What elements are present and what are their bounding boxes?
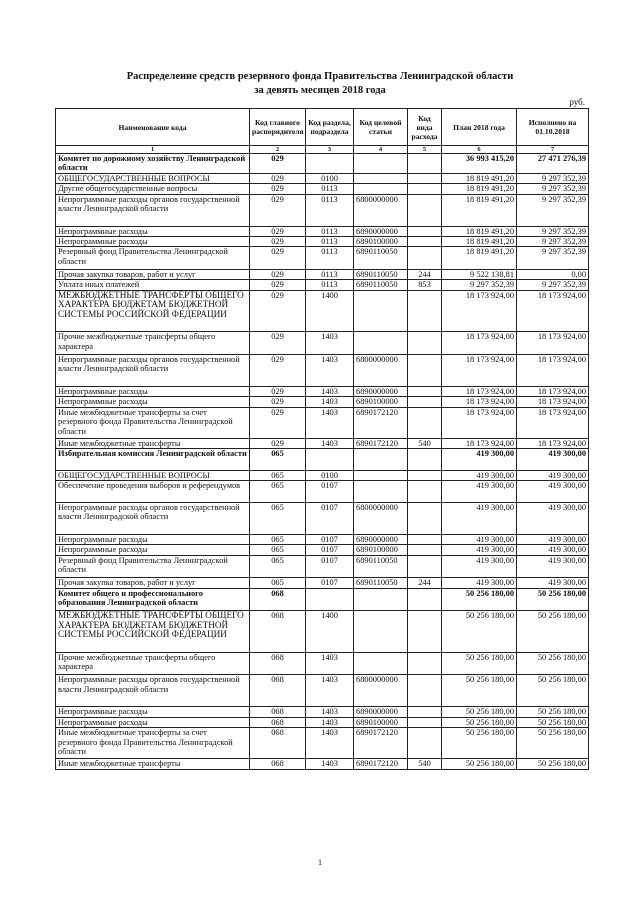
table-body — [56, 154, 589, 770]
table-row — [56, 675, 589, 707]
cell-name: Непрограммные расходы — [56, 545, 250, 555]
cell-plan: 50 256 180,00 — [442, 728, 517, 759]
cell-grbs: 065 — [250, 502, 306, 534]
cell-grbs: 029 — [250, 184, 306, 194]
table-row — [56, 397, 589, 407]
cell-section: 0113 — [306, 270, 354, 280]
cell-plan: 18 819 491,20 — [442, 226, 517, 236]
cell-target: 6890110050 — [354, 578, 408, 588]
table-row — [56, 332, 589, 355]
cell-section: 0113 — [306, 226, 354, 236]
column-number: 7 — [517, 146, 589, 154]
table-row — [56, 578, 589, 588]
cell-plan: 18 819 491,20 — [442, 247, 517, 270]
cell-plan: 18 819 491,20 — [442, 184, 517, 194]
table-row — [56, 470, 589, 480]
table-row — [56, 386, 589, 396]
cell-exec: 50 256 180,00 — [517, 611, 589, 652]
cell-section: 1403 — [306, 652, 354, 675]
cell-plan: 18 819 491,20 — [442, 237, 517, 247]
cell-exec: 419 300,00 — [517, 578, 589, 588]
cell-plan: 419 300,00 — [442, 449, 517, 471]
cell-section: 0107 — [306, 578, 354, 588]
table-row — [56, 290, 589, 331]
cell-exec: 9 297 352,39 — [517, 237, 589, 247]
cell-target: 6890100000 — [354, 717, 408, 727]
cell-target: 6890172120 — [354, 407, 408, 438]
cell-type — [408, 611, 442, 652]
cell-name: Непрограммные расходы — [56, 386, 250, 396]
cell-type — [408, 588, 442, 611]
cell-type: 540 — [408, 759, 442, 769]
cell-exec: 419 300,00 — [517, 502, 589, 534]
cell-plan: 18 819 491,20 — [442, 173, 517, 183]
header-grbs: Код главного распорядителя — [250, 109, 306, 146]
cell-type — [408, 652, 442, 675]
cell-section: 0113 — [306, 184, 354, 194]
cell-type — [408, 386, 442, 396]
cell-section: 0107 — [306, 481, 354, 503]
cell-grbs: 068 — [250, 611, 306, 652]
cell-exec: 18 173 924,00 — [517, 290, 589, 331]
cell-plan: 50 256 180,00 — [442, 707, 517, 717]
cell-name: Комитет по дорожному хозяйству Ленинградской области — [56, 154, 250, 174]
cell-section: 0107 — [306, 502, 354, 534]
cell-section: 0100 — [306, 470, 354, 480]
table-row — [56, 194, 589, 226]
cell-name: Непрограммные расходы органов государственной власти Ленинградской области — [56, 354, 250, 386]
cell-target: 6890000000 — [354, 386, 408, 396]
cell-target: 6890100000 — [354, 545, 408, 555]
cell-grbs: 029 — [250, 397, 306, 407]
cell-type — [408, 154, 442, 174]
cell-name: Непрограммные расходы — [56, 717, 250, 727]
cell-plan: 50 256 180,00 — [442, 652, 517, 675]
cell-name: Непрограммные расходы — [56, 707, 250, 717]
column-number: 6 — [442, 146, 517, 154]
cell-target: 6890110050 — [354, 280, 408, 290]
cell-target: 6890172120 — [354, 438, 408, 448]
cell-grbs: 068 — [250, 588, 306, 611]
cell-exec: 27 471 276,39 — [517, 154, 589, 174]
cell-grbs: 065 — [250, 578, 306, 588]
cell-exec: 0,00 — [517, 270, 589, 280]
cell-grbs: 029 — [250, 280, 306, 290]
cell-type — [408, 226, 442, 236]
column-number: 4 — [354, 146, 408, 154]
cell-name: Непрограммные расходы — [56, 534, 250, 544]
cell-exec: 9 297 352,39 — [517, 226, 589, 236]
currency-unit: руб. — [569, 97, 585, 107]
cell-plan: 419 300,00 — [442, 578, 517, 588]
table-row — [56, 237, 589, 247]
cell-exec: 50 256 180,00 — [517, 588, 589, 611]
table-row — [56, 226, 589, 236]
table-row — [56, 611, 589, 652]
table-row — [56, 652, 589, 675]
cell-grbs: 029 — [250, 407, 306, 438]
table-row — [56, 545, 589, 555]
cell-exec: 9 297 352,39 — [517, 173, 589, 183]
cell-section: 1400 — [306, 290, 354, 331]
table-row — [56, 717, 589, 727]
cell-plan: 18 173 924,00 — [442, 397, 517, 407]
cell-exec: 419 300,00 — [517, 555, 589, 578]
cell-name: Уплата иных платежей — [56, 280, 250, 290]
cell-section: 1403 — [306, 717, 354, 727]
cell-plan: 419 300,00 — [442, 555, 517, 578]
cell-plan: 18 819 491,20 — [442, 194, 517, 226]
header-section: Код раздела, подраздела — [306, 109, 354, 146]
cell-target: 6890000000 — [354, 226, 408, 236]
cell-type — [408, 194, 442, 226]
cell-grbs: 065 — [250, 481, 306, 503]
table-row — [56, 502, 589, 534]
cell-exec: 18 173 924,00 — [517, 332, 589, 355]
cell-type: 244 — [408, 270, 442, 280]
table-row — [56, 534, 589, 544]
cell-exec: 419 300,00 — [517, 545, 589, 555]
cell-plan: 419 300,00 — [442, 470, 517, 480]
cell-grbs: 068 — [250, 652, 306, 675]
cell-plan: 18 173 924,00 — [442, 386, 517, 396]
cell-section: 1403 — [306, 728, 354, 759]
cell-type — [408, 184, 442, 194]
title-line-2: за девять месяцев 2018 года — [254, 85, 386, 96]
header-name: Наименование кода — [56, 109, 250, 146]
cell-target — [354, 449, 408, 471]
column-number: 3 — [306, 146, 354, 154]
cell-exec: 9 297 352,39 — [517, 280, 589, 290]
cell-section: 0107 — [306, 534, 354, 544]
table-row — [56, 449, 589, 471]
table-row — [56, 173, 589, 183]
cell-name: Прочие межбюджетные трансферты общего характера — [56, 652, 250, 675]
cell-section: 0107 — [306, 555, 354, 578]
cell-section: 1403 — [306, 407, 354, 438]
cell-exec: 50 256 180,00 — [517, 717, 589, 727]
table-row — [56, 555, 589, 578]
cell-target — [354, 588, 408, 611]
cell-type — [408, 707, 442, 717]
cell-type — [408, 555, 442, 578]
cell-target — [354, 611, 408, 652]
cell-grbs: 029 — [250, 154, 306, 174]
cell-type: 853 — [408, 280, 442, 290]
cell-plan: 50 256 180,00 — [442, 759, 517, 769]
cell-grbs: 029 — [250, 386, 306, 396]
cell-type — [408, 449, 442, 471]
cell-section — [306, 449, 354, 471]
cell-type — [408, 332, 442, 355]
reserve-fund-table — [55, 108, 589, 770]
cell-section: 1403 — [306, 354, 354, 386]
cell-grbs: 068 — [250, 717, 306, 727]
cell-name: ОБЩЕГОСУДАРСТВЕННЫЕ ВОПРОСЫ — [56, 470, 250, 480]
cell-name: Непрограммные расходы органов государственной власти Ленинградской области — [56, 194, 250, 226]
cell-grbs: 065 — [250, 555, 306, 578]
table-row — [56, 728, 589, 759]
cell-exec: 419 300,00 — [517, 481, 589, 503]
cell-target: 6890110050 — [354, 555, 408, 578]
cell-name: Прочие межбюджетные трансферты общего характера — [56, 332, 250, 355]
table-row — [56, 481, 589, 503]
cell-target: 6800000000 — [354, 502, 408, 534]
cell-target — [354, 652, 408, 675]
cell-plan: 419 300,00 — [442, 534, 517, 544]
cell-target: 6800000000 — [354, 675, 408, 707]
cell-exec: 9 297 352,39 — [517, 194, 589, 226]
cell-exec: 419 300,00 — [517, 449, 589, 471]
cell-target — [354, 154, 408, 174]
table-row — [56, 407, 589, 438]
cell-target — [354, 470, 408, 480]
cell-name: Непрограммные расходы органов государственной власти Ленинградской области — [56, 675, 250, 707]
cell-section: 0100 — [306, 173, 354, 183]
table-row — [56, 354, 589, 386]
table-row — [56, 759, 589, 769]
cell-type — [408, 470, 442, 480]
cell-section: 1403 — [306, 438, 354, 448]
cell-name: Прочая закупка товаров, работ и услуг — [56, 270, 250, 280]
cell-type: 540 — [408, 438, 442, 448]
table-row — [56, 270, 589, 280]
cell-section: 1403 — [306, 386, 354, 396]
table-row — [56, 247, 589, 270]
cell-type — [408, 728, 442, 759]
table-row — [56, 438, 589, 448]
cell-name: Резервный фонд Правительства Ленинградской области — [56, 247, 250, 270]
cell-name: Непрограммные расходы — [56, 237, 250, 247]
cell-type — [408, 502, 442, 534]
cell-target — [354, 173, 408, 183]
cell-name: МЕЖБЮДЖЕТНЫЕ ТРАНСФЕРТЫ ОБЩЕГО ХАРАКТЕРА БЮДЖЕТАМ БЮДЖЕТНОЙ СИСТЕМЫ РОССИЙСКОЙ ФЕДЕРАЦИИ — [56, 290, 250, 331]
cell-section: 0113 — [306, 247, 354, 270]
header-plan: План 2018 года — [442, 109, 517, 146]
cell-exec: 50 256 180,00 — [517, 707, 589, 717]
cell-type — [408, 290, 442, 331]
cell-name: Непрограммные расходы — [56, 226, 250, 236]
cell-name: Резервный фонд Правительства Ленинградской области — [56, 555, 250, 578]
cell-grbs: 029 — [250, 226, 306, 236]
header-exec: Исполнено на 01.10.2018 — [517, 109, 589, 146]
cell-target: 6890000000 — [354, 707, 408, 717]
cell-exec: 50 256 180,00 — [517, 759, 589, 769]
cell-section — [306, 154, 354, 174]
cell-grbs: 029 — [250, 237, 306, 247]
cell-target: 6800000000 — [354, 354, 408, 386]
column-number: 1 — [56, 146, 250, 154]
cell-exec: 18 173 924,00 — [517, 397, 589, 407]
cell-grbs: 065 — [250, 545, 306, 555]
cell-name: Непрограммные расходы — [56, 397, 250, 407]
cell-grbs: 065 — [250, 470, 306, 480]
cell-section: 1403 — [306, 397, 354, 407]
cell-section: 0113 — [306, 194, 354, 226]
table-row — [56, 280, 589, 290]
cell-type: 244 — [408, 578, 442, 588]
cell-type — [408, 354, 442, 386]
cell-section: 1403 — [306, 332, 354, 355]
column-number-row — [56, 146, 589, 154]
cell-name: Другие общегосударственные вопросы — [56, 184, 250, 194]
cell-plan: 50 256 180,00 — [442, 588, 517, 611]
cell-plan: 18 173 924,00 — [442, 354, 517, 386]
table-row — [56, 154, 589, 174]
cell-exec: 419 300,00 — [517, 534, 589, 544]
cell-type — [408, 481, 442, 503]
cell-grbs: 065 — [250, 534, 306, 544]
cell-grbs: 029 — [250, 354, 306, 386]
cell-grbs: 029 — [250, 247, 306, 270]
cell-plan: 18 173 924,00 — [442, 407, 517, 438]
cell-target — [354, 481, 408, 503]
cell-plan: 419 300,00 — [442, 502, 517, 534]
cell-target: 6890100000 — [354, 237, 408, 247]
cell-section: 1403 — [306, 759, 354, 769]
cell-exec: 50 256 180,00 — [517, 728, 589, 759]
cell-grbs: 029 — [250, 194, 306, 226]
cell-section: 1403 — [306, 675, 354, 707]
cell-target: 6890100000 — [354, 397, 408, 407]
cell-section — [306, 588, 354, 611]
table-row — [56, 707, 589, 717]
cell-exec: 18 173 924,00 — [517, 386, 589, 396]
cell-grbs: 029 — [250, 270, 306, 280]
page-number: 1 — [318, 858, 322, 867]
cell-plan: 50 256 180,00 — [442, 675, 517, 707]
cell-target: 6890172120 — [354, 759, 408, 769]
cell-exec: 18 173 924,00 — [517, 354, 589, 386]
cell-type — [408, 675, 442, 707]
table-row — [56, 588, 589, 611]
cell-name: Иные межбюджетные трансферты — [56, 759, 250, 769]
cell-target: 6800000000 — [354, 194, 408, 226]
cell-target — [354, 290, 408, 331]
cell-plan: 36 993 415,20 — [442, 154, 517, 174]
cell-name: Прочая закупка товаров, работ и услуг — [56, 578, 250, 588]
header-type: Код вида расхода — [408, 109, 442, 146]
cell-grbs: 029 — [250, 173, 306, 183]
cell-name: Иные межбюджетные трансферты — [56, 438, 250, 448]
cell-name: Непрограммные расходы органов государственной власти Ленинградской области — [56, 502, 250, 534]
cell-exec: 419 300,00 — [517, 470, 589, 480]
cell-exec: 9 297 352,39 — [517, 247, 589, 270]
cell-type — [408, 173, 442, 183]
cell-type — [408, 237, 442, 247]
cell-plan: 9 297 352,39 — [442, 280, 517, 290]
cell-type — [408, 407, 442, 438]
cell-name: Иные межбюджетные трансферты за счет резервного фонда Правительства Ленинградской области — [56, 728, 250, 759]
cell-type — [408, 247, 442, 270]
cell-plan: 50 256 180,00 — [442, 611, 517, 652]
cell-plan: 18 173 924,00 — [442, 290, 517, 331]
cell-name: Избирательная комиссия Ленинградской области — [56, 449, 250, 471]
cell-section: 0107 — [306, 545, 354, 555]
cell-target — [354, 332, 408, 355]
cell-grbs: 029 — [250, 438, 306, 448]
cell-plan: 18 173 924,00 — [442, 332, 517, 355]
cell-target — [354, 184, 408, 194]
cell-section: 1400 — [306, 611, 354, 652]
cell-grbs: 029 — [250, 290, 306, 331]
cell-name: Иные межбюджетные трансферты за счет резервного фонда Правительства Ленинградской области — [56, 407, 250, 438]
header-target: Код целевой статьи — [354, 109, 408, 146]
cell-section: 1403 — [306, 707, 354, 717]
cell-plan: 50 256 180,00 — [442, 717, 517, 727]
cell-section: 0113 — [306, 280, 354, 290]
cell-plan: 419 300,00 — [442, 481, 517, 503]
cell-name: Обеспечение проведения выборов и референдумов — [56, 481, 250, 503]
cell-name: ОБЩЕГОСУДАРСТВЕННЫЕ ВОПРОСЫ — [56, 173, 250, 183]
cell-type — [408, 545, 442, 555]
cell-grbs: 065 — [250, 449, 306, 471]
column-number: 2 — [250, 146, 306, 154]
cell-type — [408, 717, 442, 727]
cell-target: 6890110050 — [354, 247, 408, 270]
cell-plan: 9 522 138,81 — [442, 270, 517, 280]
cell-grbs: 068 — [250, 675, 306, 707]
cell-type — [408, 397, 442, 407]
cell-plan: 18 173 924,00 — [442, 438, 517, 448]
table-header — [56, 109, 589, 146]
cell-name: МЕЖБЮДЖЕТНЫЕ ТРАНСФЕРТЫ ОБЩЕГО ХАРАКТЕРА БЮДЖЕТАМ БЮДЖЕТНОЙ СИСТЕМЫ РОССИЙСКОЙ ФЕДЕРАЦИИ — [56, 611, 250, 652]
cell-grbs: 068 — [250, 759, 306, 769]
document-title — [0, 70, 640, 98]
cell-target: 6890000000 — [354, 534, 408, 544]
cell-target: 6890110050 — [354, 270, 408, 280]
cell-exec: 18 173 924,00 — [517, 438, 589, 448]
cell-exec: 50 256 180,00 — [517, 675, 589, 707]
cell-type — [408, 534, 442, 544]
cell-grbs: 068 — [250, 707, 306, 717]
cell-exec: 9 297 352,39 — [517, 184, 589, 194]
cell-exec: 50 256 180,00 — [517, 652, 589, 675]
cell-section: 0113 — [306, 237, 354, 247]
cell-name: Комитет общего и профессионального образования Ленинградской области — [56, 588, 250, 611]
cell-grbs: 029 — [250, 332, 306, 355]
cell-target: 6890172120 — [354, 728, 408, 759]
cell-grbs: 068 — [250, 728, 306, 759]
cell-exec: 18 173 924,00 — [517, 407, 589, 438]
column-number: 5 — [408, 146, 442, 154]
title-line-1: Распределение средств резервного фонда Правительства Ленинградской области — [126, 71, 514, 82]
cell-plan: 419 300,00 — [442, 545, 517, 555]
table-row — [56, 184, 589, 194]
